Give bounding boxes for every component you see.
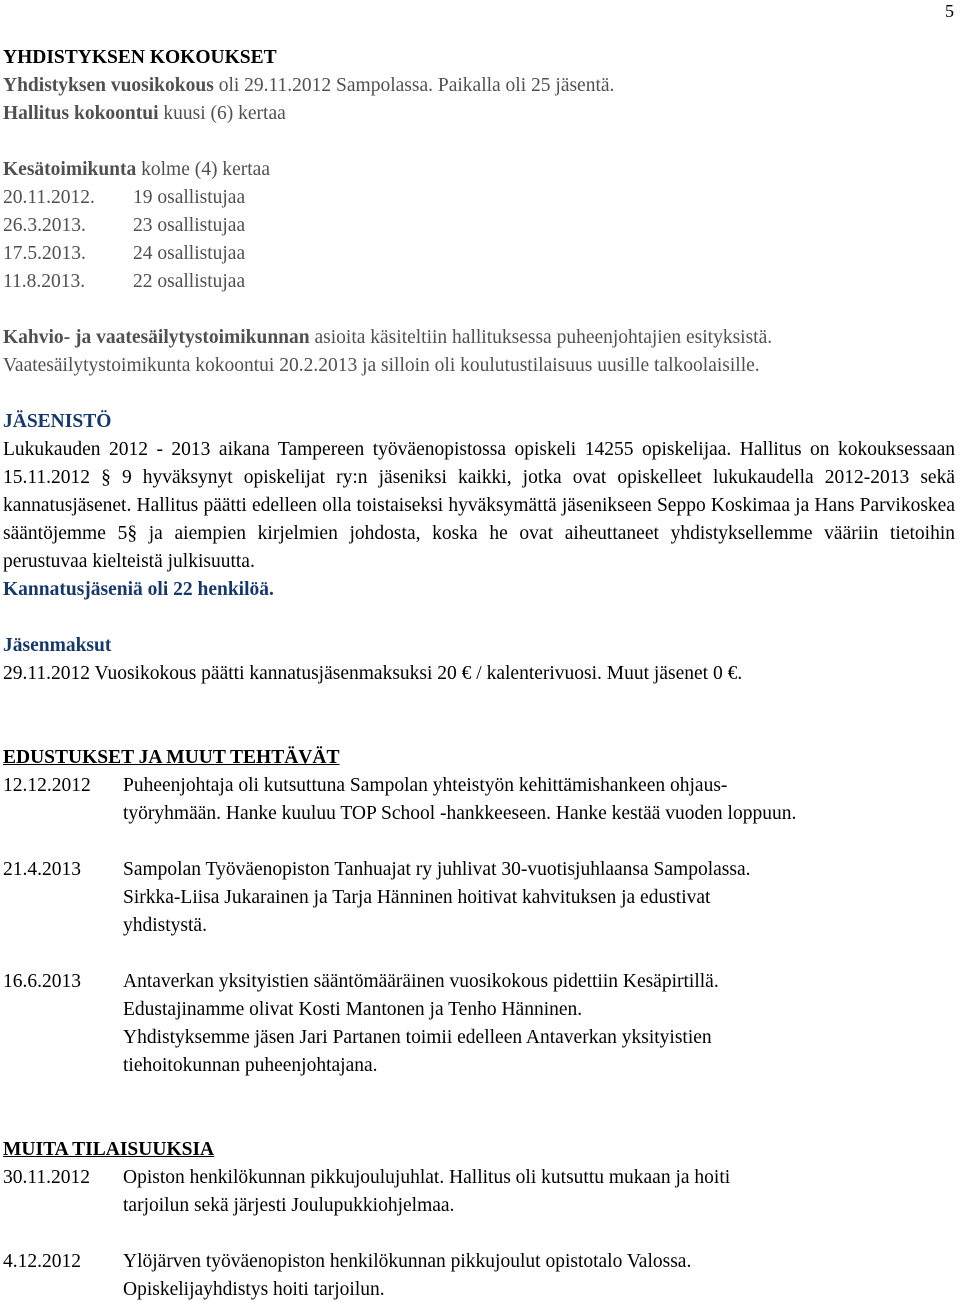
annual-meeting-label: Yhdistyksen vuosikokous [3, 75, 214, 96]
supporters-count: Kannatusjäseniä oli 22 henkilöä. [3, 579, 274, 600]
representation-text-line: Sampolan Työväenopiston Tanhuajat ry juhlivat 30-vuotisjuhlaansa Sampolassa. [123, 859, 751, 880]
annual-meeting-text: oli 29.11.2012 Sampolassa. Paikalla oli 25 jäsentä. [213, 75, 615, 96]
representation-date: 16.6.2013 [3, 971, 81, 992]
representation-date: 21.4.2013 [3, 859, 81, 880]
meeting-attendance: 22 osallistujaa [133, 271, 246, 292]
meeting-date: 17.5.2013. [3, 243, 86, 264]
membership-paragraph: Lukukauden 2012 - 2013 aikana Tampereen työväenopistossa opiskeli 14255 opiskelijaa. Hallitus on kokouksessaan 15.11.2012 § 9 hyväksynyt opiskelijat ry:n jäseniksi kaikki, jotka ovat opiskelleet lukukaudella 2012-2013 sekä kannatusjäsenet. Hallitus päätti edelleen olla toistaiseksi hyväksymättä jäsenikseen Seppo Koskimaa ja Hans Parvikoskea sääntöjemme 5§ ja aiempien kirjelmien johdosta, koska he ovat aiheuttaneet yhdistyksellemme vääriin tietoihin perustuvaa kielteistä julkisuutta. [3, 439, 955, 572]
list-item [3, 240, 955, 268]
fees-text: 29.11.2012 Vuosikokous päätti kannatusjäsenmaksuksi 20 € / kalenterivuosi. Muut jäsenet 0 €. [3, 663, 743, 684]
list-item [3, 184, 955, 212]
summer-committee-label: Kesätoimikunta [3, 159, 137, 180]
membership-heading: JÄSENISTÖ [3, 411, 112, 432]
meeting-attendance: 23 osallistujaa [133, 215, 246, 236]
board-meetings-text: kuusi (6) kertaa [158, 103, 286, 124]
board-meetings-label: Hallitus kokoontui [3, 103, 159, 124]
meeting-date: 11.8.2013. [3, 271, 86, 292]
event-item [3, 1248, 955, 1304]
representation-text-line: Antaverkan yksityistien sääntömääräinen vuosikokous pidettiin Kesäpirtillä. [123, 971, 719, 992]
meetings-heading: YHDISTYKSEN KOKOUKSET [3, 47, 277, 68]
fees-heading: Jäsenmaksut [3, 635, 112, 656]
coffee-committee-line [3, 324, 955, 352]
event-text-line: Ylöjärven työväenopiston henkilökunnan pikkujoulut opistotalo Valossa. [123, 1251, 692, 1272]
document-body [3, 44, 955, 1304]
events-heading: MUITA TILAISUUKSIA [3, 1139, 215, 1160]
representation-text-line: Yhdistyksemme jäsen Jari Partanen toimii edelleen Antaverkan yksityistien [123, 1027, 712, 1048]
summer-committee-text: kolme (4) kertaa [136, 159, 270, 180]
coffee-committee-label: Kahvio- ja vaatesäilytystoimikunnan [3, 327, 310, 348]
representation-item [3, 772, 955, 828]
representation-item [3, 856, 955, 940]
summer-meetings-list [3, 184, 955, 296]
representation-text-line: Puheenjohtaja oli kutsuttuna Sampolan yhteistyön kehittämishankeen ohjaus- [123, 775, 728, 796]
page-number: 5 [945, 1, 954, 21]
annual-meeting-line [3, 72, 955, 100]
coat-committee-line: Vaatesäilytystoimikunta kokoontui 20.2.2013 ja silloin oli koulutustilaisuus uusille talkoolaisille. [3, 355, 760, 376]
list-item [3, 268, 955, 296]
coffee-committee-text: asioita käsiteltiin hallituksessa puheenjohtajien esityksistä. [309, 327, 773, 348]
event-text-line: Opiston henkilökunnan pikkujoulujuhlat. Hallitus oli kutsuttu mukaan ja hoiti [123, 1167, 731, 1188]
representation-text-line: Edustajinamme olivat Kosti Mantonen ja Tenho Hänninen. [123, 999, 583, 1020]
board-meetings-line [3, 100, 955, 128]
meeting-date: 20.11.2012. [3, 187, 95, 208]
representation-date: 12.12.2012 [3, 775, 91, 796]
event-text-line: tarjoilun sekä järjesti Joulupukkiohjelmaa. [123, 1195, 455, 1216]
representation-item [3, 968, 955, 1080]
summer-committee-line [3, 156, 955, 184]
list-item [3, 212, 955, 240]
meeting-date: 26.3.2013. [3, 215, 86, 236]
representation-heading: EDUSTUKSET JA MUUT TEHTÄVÄT [3, 747, 340, 768]
representation-text-line: tiehoitokunnan puheenjohtajana. [123, 1055, 378, 1076]
event-date: 4.12.2012 [3, 1251, 81, 1272]
meeting-attendance: 19 osallistujaa [133, 187, 246, 208]
representation-text-line: yhdistystä. [123, 915, 207, 936]
event-text-line: Opiskelijayhdistys hoiti tarjoilun. [123, 1279, 385, 1300]
event-date: 30.11.2012 [3, 1167, 91, 1188]
event-item [3, 1164, 955, 1220]
representation-text-line: Sirkka-Liisa Jukarainen ja Tarja Hänninen hoitivat kahvituksen ja edustivat [123, 887, 711, 908]
meeting-attendance: 24 osallistujaa [133, 243, 246, 264]
representation-text-line: työryhmään. Hanke kuuluu TOP School -hankkeeseen. Hanke kestää vuoden loppuun. [123, 803, 797, 824]
